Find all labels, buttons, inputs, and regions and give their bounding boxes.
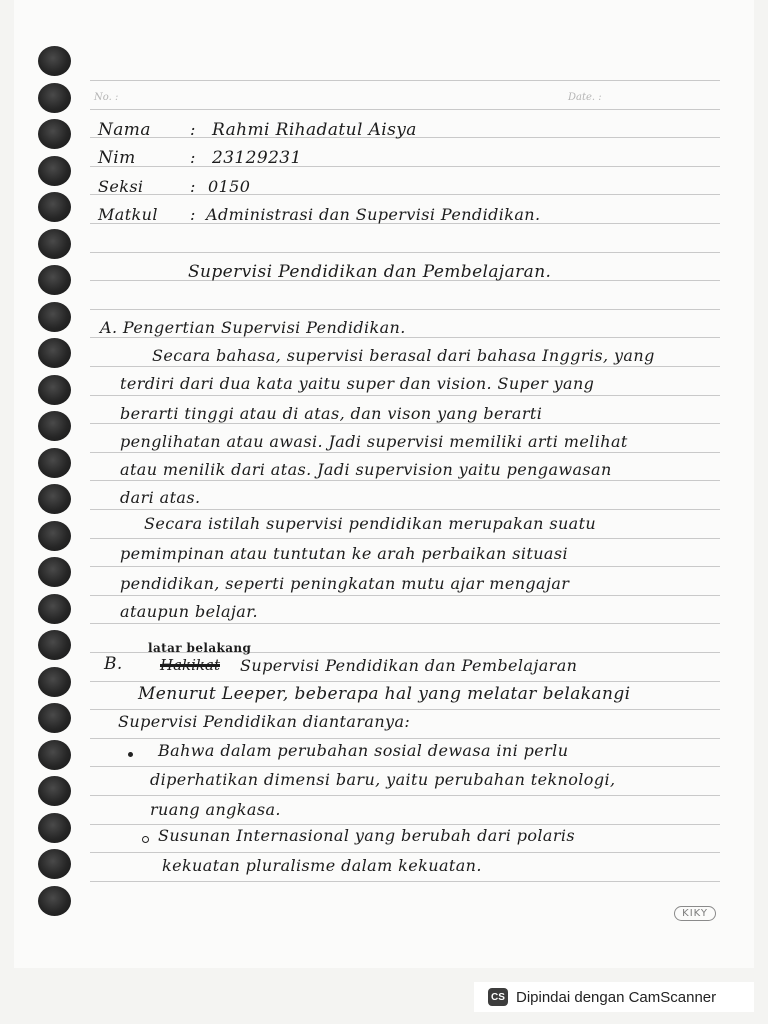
field-value-matkul: Administrasi dan Supervisi Pendidikan. [206,205,541,224]
binder-hole [38,375,71,405]
camscanner-logo-icon: CS [488,988,508,1006]
binder-hole [38,630,71,660]
bullet-2-line: Susunan Internasional yang berubah dari polaris [158,826,576,845]
section-a-line: berarti tinggi atau di atas, dan vison yang berarti [120,404,543,423]
section-a-line: penglihatan atau awasi. Jadi supervisi memiliki arti melihat [120,432,628,451]
bullet-1-line: diperhatikan dimensi baru, yaitu perubahan teknologi, [150,770,616,789]
ruled-line [90,766,720,767]
binder-hole [38,813,71,843]
field-value-seksi: 0150 [208,177,251,196]
ruled-line [90,852,720,853]
section-a-line: terdiri dari dua kata yaitu super dan vision. Super yang [120,374,595,393]
ruled-line [90,509,720,510]
binder-hole [38,46,71,76]
binder-hole [38,557,71,587]
section-a-heading: A. Pengertian Supervisi Pendidikan. [100,318,406,337]
field-sep-nama: : [190,120,196,139]
field-value-nim: 23129231 [212,148,302,168]
field-value-nama: Rahmi Rihadatul Aisya [212,120,417,140]
section-a-line: dari atas. [120,488,201,507]
binder-hole [38,703,71,733]
bullet-dot [128,752,133,757]
ruled-line [90,423,720,424]
ruled-line [90,709,720,710]
ruled-line [90,109,720,110]
section-a-line: Secara istilah supervisi pendidikan merupakan suatu [144,514,597,533]
section-a-line: pemimpinan atau tuntutan ke arah perbaikan situasi [120,544,568,563]
section-b-annotation: latar belakang [148,641,252,655]
ruled-line [90,623,720,624]
ruled-line [90,166,720,167]
camscanner-footer [474,982,754,1012]
binder-hole [38,484,71,514]
no-label: No. : [94,92,119,103]
ruled-line [90,194,720,195]
field-sep-nim: : [190,148,196,167]
ruled-line [90,395,720,396]
ruled-line [90,252,720,253]
binder-hole [38,411,71,441]
ruled-line [90,795,720,796]
binder-hole [38,119,71,149]
binder-hole [38,338,71,368]
binder-hole [38,594,71,624]
ruled-line [90,80,720,81]
ruled-line [90,681,720,682]
binder-hole [38,886,71,916]
ruled-line [90,309,720,310]
bullet-1-line: Bahwa dalam perubahan sosial dewasa ini perlu [158,741,569,760]
ruled-line [90,480,720,481]
ruled-line [90,538,720,539]
ruled-line [90,366,720,367]
ruled-line [90,337,720,338]
binder-hole [38,83,71,113]
binder-hole [38,265,71,295]
section-a-line: atau menilik dari atas. Jadi supervision yaitu pengawasan [120,460,612,479]
section-b-heading: Supervisi Pendidikan dan Pembelajaran [240,656,578,675]
bullet-dot [142,836,149,843]
section-a-line: ataupun belajar. [120,602,258,621]
section-b-struck-word: Hakikat [160,656,220,674]
field-label-matkul: Matkul [98,205,158,224]
binder-hole [38,521,71,551]
binder-hole [38,448,71,478]
binder-hole [38,849,71,879]
section-a-line: Secara bahasa, supervisi berasal dari bahasa Inggris, yang [152,346,655,365]
bullet-1-line: ruang angkasa. [150,800,281,819]
binder-hole [38,156,71,186]
ruled-line [90,452,720,453]
section-b-intro-line: Menurut Leeper, beberapa hal yang melatar belakangi [138,684,631,704]
date-label: Date. : [568,92,602,103]
binder-hole [38,229,71,259]
ruled-line [90,566,720,567]
ruled-line [90,824,720,825]
binder-hole [38,192,71,222]
binder-hole [38,302,71,332]
section-a-line: pendidikan, seperti peningkatan mutu ajar mengajar [120,574,570,593]
field-label-seksi: Seksi [98,177,144,196]
page-title: Supervisi Pendidikan dan Pembelajaran. [188,262,552,282]
section-b-intro-line: Supervisi Pendidikan diantaranya: [118,712,411,731]
ruled-line [90,738,720,739]
ruled-line [90,881,720,882]
binder-hole [38,740,71,770]
field-sep-seksi: : [190,177,196,196]
field-label-nim: Nim [98,148,136,168]
field-sep-matkul: : [190,205,196,224]
binder-hole [38,776,71,806]
binder-hole [38,667,71,697]
bullet-2-line: kekuatan pluralisme dalam kekuatan. [162,856,482,875]
field-label-nama: Nama [98,120,151,140]
camscanner-text: Dipindai dengan CamScanner [516,988,717,1006]
ruled-line [90,595,720,596]
brand-mark: KIKY [674,906,716,921]
section-b-marker: B. [104,654,123,674]
